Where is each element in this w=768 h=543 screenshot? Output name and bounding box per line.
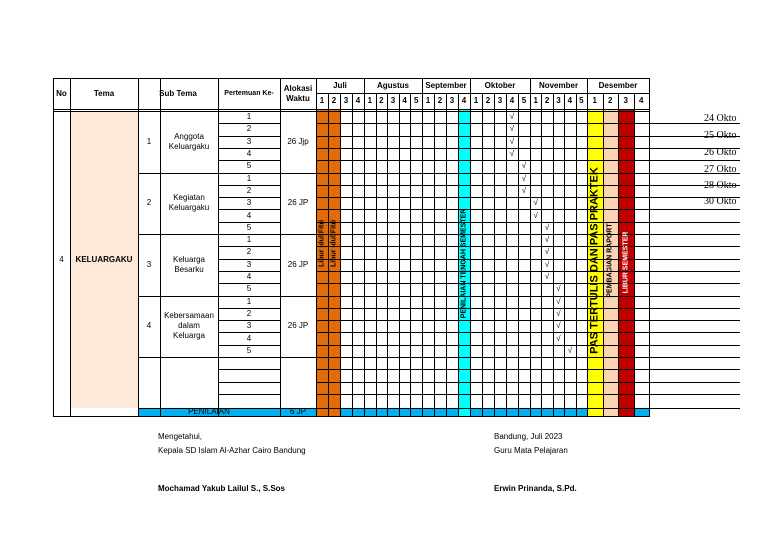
row-line bbox=[316, 271, 740, 272]
week-line bbox=[618, 93, 619, 416]
week-number: 3 bbox=[556, 96, 561, 105]
check-mark: √ bbox=[509, 136, 515, 146]
week-number: 2 bbox=[544, 96, 550, 105]
week-number: 4 bbox=[567, 96, 573, 105]
meeting-number: 3 bbox=[246, 136, 252, 146]
subtheme-name: Keluarga Besarku bbox=[172, 254, 206, 274]
week-line bbox=[530, 93, 531, 416]
meeting-number: 2 bbox=[246, 308, 252, 318]
week-number: 2 bbox=[485, 96, 491, 105]
check-mark: √ bbox=[509, 124, 515, 134]
check-mark: √ bbox=[544, 235, 550, 245]
side-date: 25 Okto bbox=[704, 130, 737, 141]
meeting-number: 4 bbox=[246, 149, 252, 159]
check-mark: √ bbox=[544, 272, 550, 282]
penilaian-alokasi: 6 JP bbox=[289, 407, 306, 417]
week-line bbox=[364, 93, 365, 416]
row-line bbox=[316, 209, 740, 210]
meeting-number: 3 bbox=[246, 259, 252, 269]
check-mark: √ bbox=[509, 112, 515, 122]
pas-label: PAS TERTULIS DAN PAS PRAKTEK bbox=[588, 166, 601, 354]
libur-semester-label: LIBUR SEMESTER bbox=[622, 231, 630, 293]
week-number: 4 bbox=[402, 96, 407, 105]
check-mark: √ bbox=[556, 321, 561, 331]
week-number: 4 bbox=[639, 96, 644, 105]
week-line bbox=[410, 93, 411, 416]
header-alokasi: Alokasi Waktu bbox=[283, 83, 313, 103]
week-line bbox=[352, 93, 353, 416]
week-number: 2 bbox=[437, 96, 443, 105]
week-line bbox=[376, 93, 377, 416]
week-number: 1 bbox=[367, 96, 373, 105]
meeting-number: 5 bbox=[246, 345, 252, 355]
week-line bbox=[399, 93, 400, 416]
header-sub-tema: Sub Tema bbox=[159, 88, 197, 98]
check-mark: √ bbox=[544, 222, 550, 232]
week-number: 3 bbox=[390, 96, 396, 105]
week-number: 3 bbox=[343, 96, 349, 105]
signature-right-line2: Guru Mata Pelajaran bbox=[494, 446, 568, 455]
row-line bbox=[316, 332, 740, 333]
check-mark: √ bbox=[544, 247, 550, 257]
meeting-number: 2 bbox=[246, 124, 252, 134]
meeting-number: 3 bbox=[246, 198, 252, 208]
signature-right-name: Erwin Prinanda, S.Pd. bbox=[494, 484, 577, 493]
week-line bbox=[387, 93, 388, 416]
subtheme-name: Anggota Keluargaku bbox=[168, 131, 210, 151]
month-header-juli: Juli bbox=[333, 80, 347, 90]
meeting-number: 5 bbox=[246, 161, 252, 171]
meeting-number: 3 bbox=[246, 321, 252, 331]
row-line bbox=[316, 136, 740, 137]
subtheme-number: 4 bbox=[146, 321, 152, 331]
week-line bbox=[494, 93, 495, 416]
row-line bbox=[218, 369, 280, 370]
month-header-september: September bbox=[425, 80, 467, 90]
week-line bbox=[482, 93, 483, 416]
row-line bbox=[316, 222, 740, 223]
week-number: 2 bbox=[331, 96, 337, 105]
subtheme-number: 3 bbox=[146, 259, 152, 269]
week-line bbox=[576, 93, 577, 416]
side-date: 26 Okto bbox=[704, 147, 737, 158]
week-line bbox=[518, 93, 519, 416]
row-line bbox=[218, 394, 280, 395]
header-no: No bbox=[56, 88, 67, 98]
week-number: 4 bbox=[461, 96, 467, 105]
month-header-desember: Desember bbox=[598, 80, 638, 90]
side-date: 30 Okto bbox=[704, 196, 737, 207]
week-line bbox=[634, 93, 635, 416]
week-number: 4 bbox=[355, 96, 361, 105]
check-mark: √ bbox=[567, 345, 573, 355]
week-number: 2 bbox=[379, 96, 384, 105]
row-line bbox=[316, 345, 740, 346]
week-number: 1 bbox=[473, 96, 479, 105]
check-mark: √ bbox=[521, 185, 527, 195]
signature-left-name: Mochamad Yakub Lailul S., S.Sos bbox=[158, 484, 285, 493]
meeting-number: 2 bbox=[246, 247, 252, 257]
week-line bbox=[422, 93, 423, 416]
meeting-number: 5 bbox=[246, 222, 252, 232]
subtheme-name: Kegiatan Keluargaku bbox=[168, 193, 210, 213]
subtheme-number: 2 bbox=[146, 198, 152, 208]
meeting-number: 2 bbox=[246, 185, 252, 195]
week-number: 2 bbox=[608, 96, 613, 105]
week-number: 4 bbox=[509, 96, 515, 105]
signature-right-line1: Bandung, Juli 2023 bbox=[494, 432, 563, 441]
row-line bbox=[316, 320, 740, 321]
penilaian-label: PENILAIAN bbox=[188, 407, 230, 417]
row-line bbox=[316, 259, 740, 260]
week-number: 5 bbox=[413, 96, 419, 105]
month-header-oktober: Oktober bbox=[484, 80, 516, 90]
week-line bbox=[446, 93, 447, 416]
check-mark: √ bbox=[556, 284, 561, 294]
week-line bbox=[340, 93, 341, 416]
theme-number: 4 bbox=[59, 254, 64, 264]
meeting-number: 4 bbox=[246, 272, 252, 282]
header-pertemuan: Pertemuan Ke- bbox=[224, 89, 274, 97]
side-date: 27 Okto bbox=[704, 164, 737, 175]
row-line bbox=[316, 123, 740, 124]
check-mark: √ bbox=[533, 198, 538, 208]
meeting-number: 1 bbox=[246, 235, 252, 245]
header-tema: Tema bbox=[93, 88, 115, 98]
row-line bbox=[316, 246, 740, 247]
row-line bbox=[316, 197, 740, 198]
check-mark: √ bbox=[556, 296, 561, 306]
meeting-number: 1 bbox=[246, 296, 252, 306]
idul-fitri-label-2: Libur Idul Fitri bbox=[330, 219, 338, 267]
side-date: 28 Okto bbox=[704, 180, 737, 191]
month-header-agustus: Agustus bbox=[377, 80, 409, 90]
week-number: 1 bbox=[319, 96, 325, 105]
meeting-number: 5 bbox=[246, 284, 252, 294]
meeting-number: 1 bbox=[246, 173, 252, 183]
check-mark: √ bbox=[556, 333, 561, 343]
meeting-number: 4 bbox=[246, 333, 252, 343]
row-line bbox=[218, 382, 280, 383]
table-bottom-border bbox=[53, 416, 650, 417]
check-mark: √ bbox=[509, 149, 515, 159]
check-mark: √ bbox=[521, 161, 527, 171]
week-number: 3 bbox=[623, 96, 628, 105]
subtheme-alokasi: 26 JP bbox=[287, 321, 309, 331]
row-line bbox=[316, 283, 740, 284]
week-line bbox=[434, 93, 435, 416]
week-number: 1 bbox=[533, 96, 538, 105]
meeting-number: 1 bbox=[246, 112, 252, 122]
week-line bbox=[564, 93, 565, 416]
row-line bbox=[316, 148, 740, 149]
side-date: 24 Okto bbox=[704, 113, 737, 124]
idul-fitri-label-1: Libur Idul Fitri bbox=[318, 219, 326, 267]
subtheme-name: Kebersamaan dalam Keluarga bbox=[164, 311, 214, 341]
week-line bbox=[603, 93, 604, 416]
week-number: 3 bbox=[497, 96, 503, 105]
column-line bbox=[160, 109, 161, 408]
pts-label: PENILAIAN TENGAH SEMESTER bbox=[460, 208, 468, 318]
raport-label: PEMBAGIAN RAPORT bbox=[606, 222, 614, 298]
subtheme-alokasi: 26 JP bbox=[287, 198, 309, 208]
check-mark: √ bbox=[521, 173, 527, 183]
row-line bbox=[316, 308, 740, 309]
month-line bbox=[649, 78, 650, 416]
week-number: 1 bbox=[592, 96, 597, 105]
row-line bbox=[316, 369, 740, 370]
week-number: 3 bbox=[449, 96, 455, 105]
week-number: 5 bbox=[521, 96, 527, 105]
row-line bbox=[316, 382, 740, 383]
week-number: 5 bbox=[579, 96, 584, 105]
signature-left-line1: Mengetahui, bbox=[158, 432, 203, 441]
check-mark: √ bbox=[533, 210, 538, 220]
week-number: 1 bbox=[425, 96, 431, 105]
check-mark: √ bbox=[556, 308, 561, 318]
meeting-number: 4 bbox=[246, 210, 252, 220]
week-line bbox=[553, 93, 554, 416]
signature-left-line2: Kepala SD Islam Al-Azhar Cairo Bandung bbox=[158, 446, 306, 455]
subtheme-alokasi: 26 JP bbox=[287, 259, 309, 269]
week-line bbox=[470, 93, 471, 416]
row-line bbox=[316, 394, 740, 395]
subtheme-number: 1 bbox=[146, 136, 152, 146]
check-mark: √ bbox=[544, 259, 550, 269]
theme-name: KELUARGAKU bbox=[75, 254, 133, 264]
month-header-november: November bbox=[538, 80, 579, 90]
subtheme-alokasi: 26 Jjp bbox=[287, 136, 309, 146]
